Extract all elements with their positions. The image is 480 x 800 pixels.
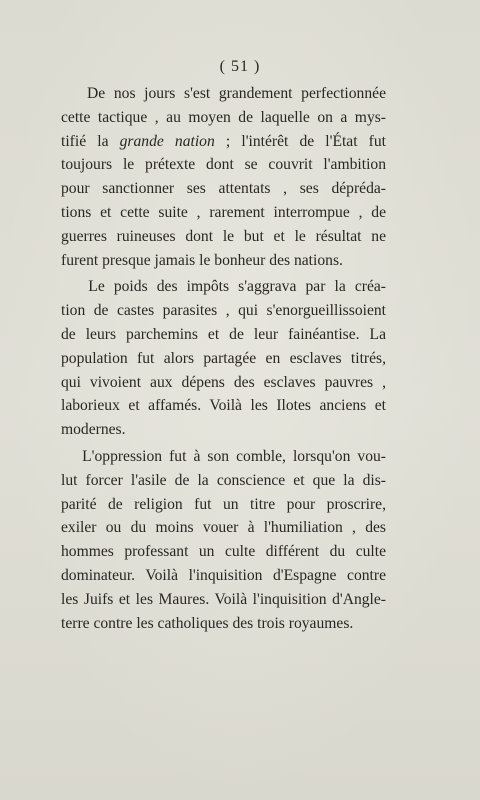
text-line (61, 275, 386, 299)
body-text (61, 82, 386, 635)
text-line (61, 418, 386, 442)
text-segment: population fut alors partagée en esclaves titrés, (61, 349, 386, 367)
text-segment: lut forcer l'asile de la conscience et que la dis- (61, 471, 386, 489)
paragraph (61, 445, 386, 635)
text-segment: dominateur. Voilà l'inquisition d'Espagne contre (61, 566, 386, 584)
text-segment: pour sanctionner ses attentats , ses dépréda- (61, 180, 386, 198)
text-line (61, 371, 386, 395)
text-line (61, 347, 386, 371)
text-line (61, 130, 386, 154)
paragraph (61, 275, 386, 442)
text-line (61, 394, 386, 418)
text-segment: qui vivoient aux dépens des esclaves pauvres , (61, 373, 386, 391)
text-line (61, 445, 386, 469)
text-line (61, 612, 386, 636)
text-line (61, 299, 386, 323)
paragraph (61, 82, 386, 272)
text-line (61, 564, 386, 588)
text-segment: les Juifs et les Maures. Voilà l'inquisition d'Angle- (61, 590, 386, 608)
text-line (61, 82, 386, 106)
text-segment: toujours le prétexte dont se couvrit l'ambition (61, 156, 386, 174)
page-number: ( 51 ) (219, 58, 261, 75)
text-segment: tion de castes parasites , qui s'enorgueillissoient (61, 302, 386, 320)
text-line (61, 153, 386, 177)
text-segment: modernes. (61, 421, 126, 439)
text-segment: laborieux et affamés. Voilà les Ilotes anciens et (61, 397, 386, 415)
italic-phrase: grande nation (119, 132, 215, 150)
text-line (61, 106, 386, 130)
text-line (61, 323, 386, 347)
text-line (61, 516, 386, 540)
text-segment: De nos jours s'est grandement perfectionnée (87, 85, 386, 102)
text-segment: L'oppression fut à son comble, lorsqu'on vou- (82, 447, 386, 465)
text-line (61, 588, 386, 612)
text-line (61, 469, 386, 493)
text-segment: guerres ruineuses dont le but et le résultat ne (61, 227, 386, 245)
text-line (61, 177, 386, 201)
text-line (61, 225, 386, 249)
text-line (61, 540, 386, 564)
text-segment: parité de religion fut un titre pour proscrire, (61, 495, 386, 513)
text-line (61, 249, 386, 273)
text-segment: tions et cette suite , rarement interrompue , de (61, 203, 386, 221)
text-segment: exiler ou du moins vouer à l'humiliation , des (61, 519, 386, 537)
text-segment: tifié la (61, 132, 120, 150)
text-segment: ; l'intérêt de l'État fut (214, 132, 386, 150)
text-segment: Le poids des impôts s'aggrava par la créa- (88, 278, 386, 296)
text-segment: hommes professant un culte différent du culte (61, 543, 386, 561)
text-line (61, 201, 386, 225)
text-segment: cette tactique , au moyen de laquelle on a mys- (61, 108, 386, 126)
text-line (61, 493, 386, 517)
text-segment: terre contre les catholiques des trois royaumes. (61, 614, 354, 632)
text-segment: de leurs parchemins et de leur fainéantise. La (61, 325, 386, 343)
text-segment: furent presque jamais le bonheur des nations. (61, 251, 343, 269)
